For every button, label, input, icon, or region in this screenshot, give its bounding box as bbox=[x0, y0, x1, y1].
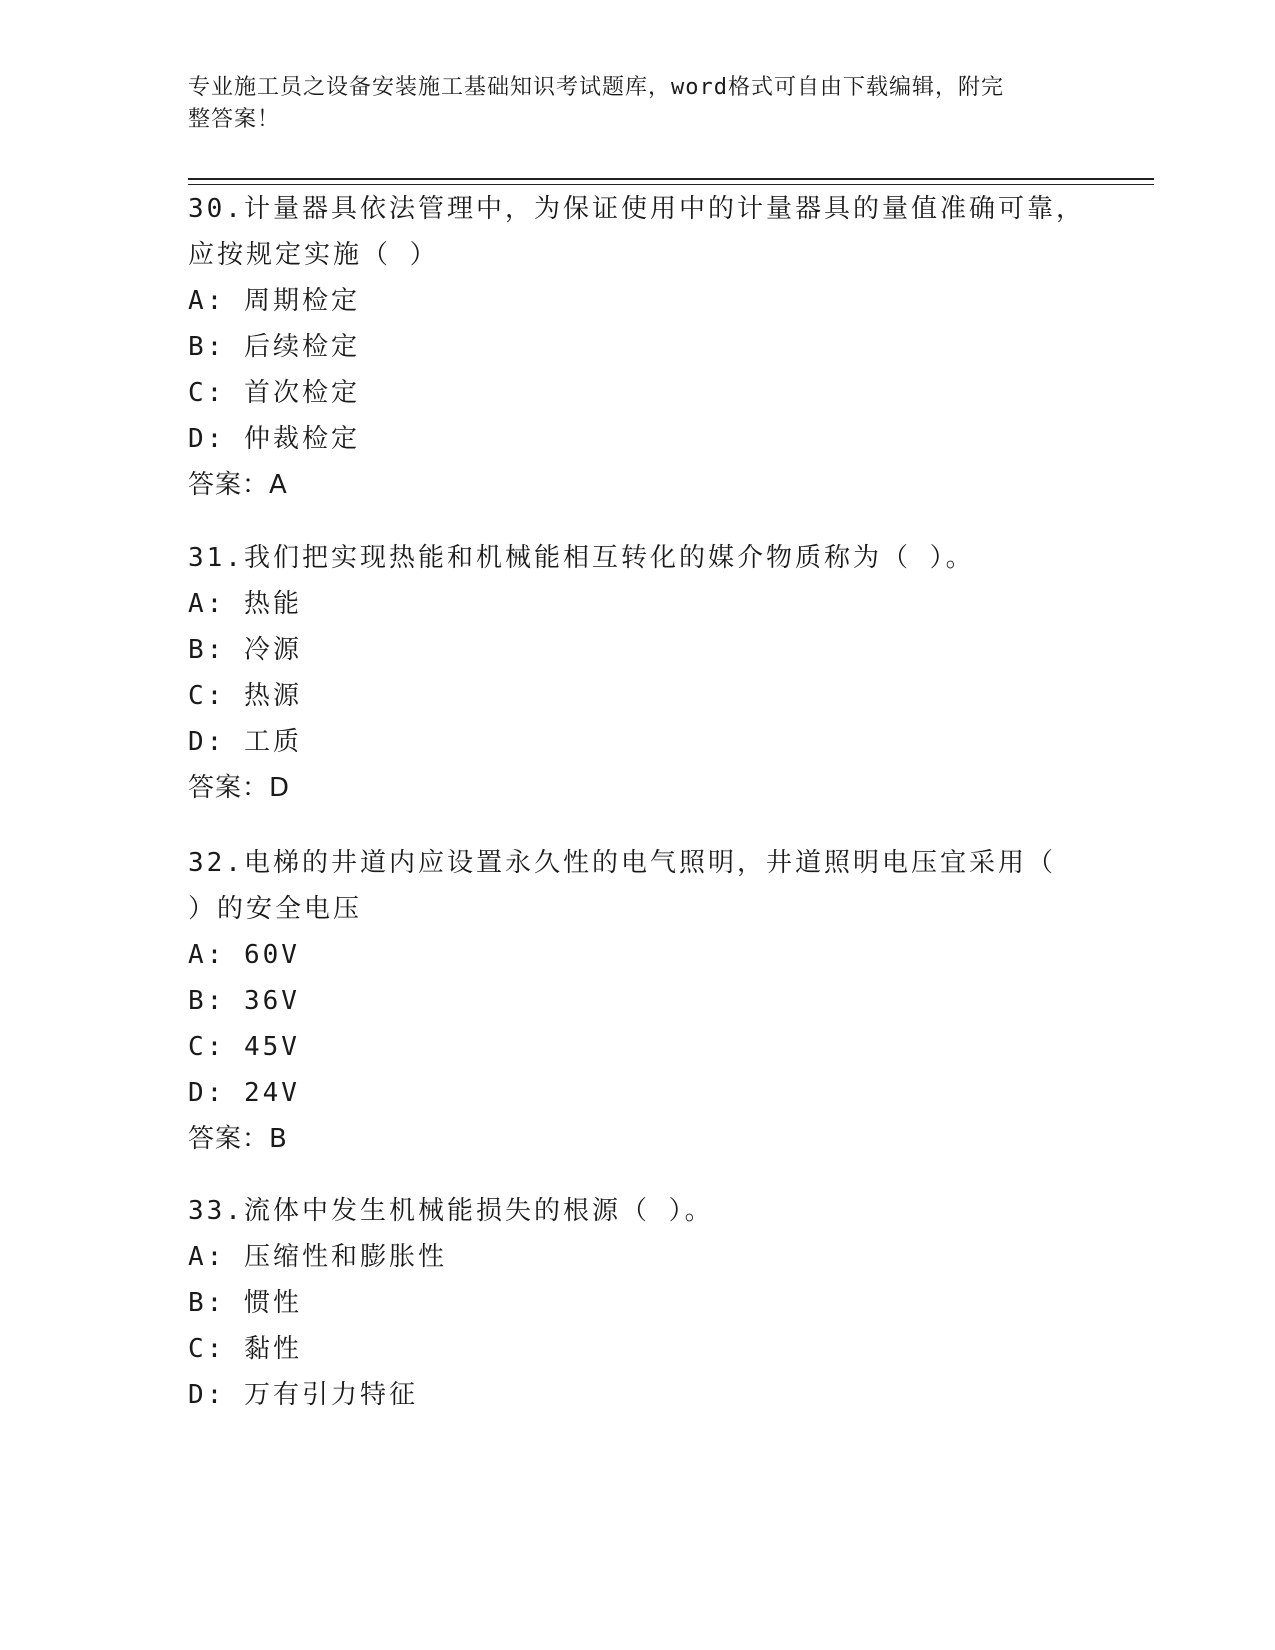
answer: 答案：D bbox=[188, 773, 291, 803]
question-stem-line-2: 应按规定实施（ ） bbox=[188, 240, 439, 270]
option-c: C: 热源 bbox=[188, 681, 302, 711]
option-c: C: 45V bbox=[188, 1032, 300, 1062]
question-31 bbox=[188, 535, 1088, 811]
option-a: A: 压缩性和膨胀性 bbox=[188, 1242, 447, 1272]
question-33 bbox=[188, 1188, 1088, 1418]
question-stem-line-1: 32.电梯的井道内应设置永久性的电气照明，井道照明电压宜采用（ bbox=[188, 848, 1056, 878]
option-b: B: 36V bbox=[188, 986, 300, 1016]
question-30 bbox=[188, 186, 1088, 508]
header-line-2: 整答案！ bbox=[188, 107, 281, 132]
document-header bbox=[188, 72, 1088, 136]
option-b: B: 冷源 bbox=[188, 635, 302, 665]
header-divider-thin bbox=[188, 184, 1154, 185]
header-line-1: 专业施工员之设备安装施工基础知识考试题库，word格式可自由下载编辑，附完 bbox=[188, 75, 1004, 100]
answer: 答案：A bbox=[188, 470, 288, 500]
option-b: B: 后续检定 bbox=[188, 332, 360, 362]
question-stem-line-2: ）的安全电压 bbox=[188, 894, 363, 924]
question-32 bbox=[188, 840, 1088, 1162]
option-b: B: 惯性 bbox=[188, 1288, 302, 1318]
question-stem-line-1: 33.流体中发生机械能损失的根源（ ）。 bbox=[188, 1196, 714, 1226]
answer: 答案：B bbox=[188, 1124, 288, 1154]
option-d: D: 万有引力特征 bbox=[188, 1380, 418, 1410]
header-divider-thick bbox=[188, 178, 1154, 180]
question-stem-line-1: 31.我们把实现热能和机械能相互转化的媒介物质称为（ ）。 bbox=[188, 543, 975, 573]
option-a: A: 60V bbox=[188, 940, 300, 970]
option-d: D: 24V bbox=[188, 1078, 300, 1108]
option-c: C: 黏性 bbox=[188, 1334, 302, 1364]
question-stem-line-1: 30.计量器具依法管理中，为保证使用中的计量器具的量值准确可靠， bbox=[188, 194, 1085, 224]
option-c: C: 首次检定 bbox=[188, 378, 360, 408]
option-a: A: 周期检定 bbox=[188, 286, 360, 316]
option-d: D: 工质 bbox=[188, 727, 302, 757]
option-d: D: 仲裁检定 bbox=[188, 424, 360, 454]
option-a: A: 热能 bbox=[188, 589, 302, 619]
